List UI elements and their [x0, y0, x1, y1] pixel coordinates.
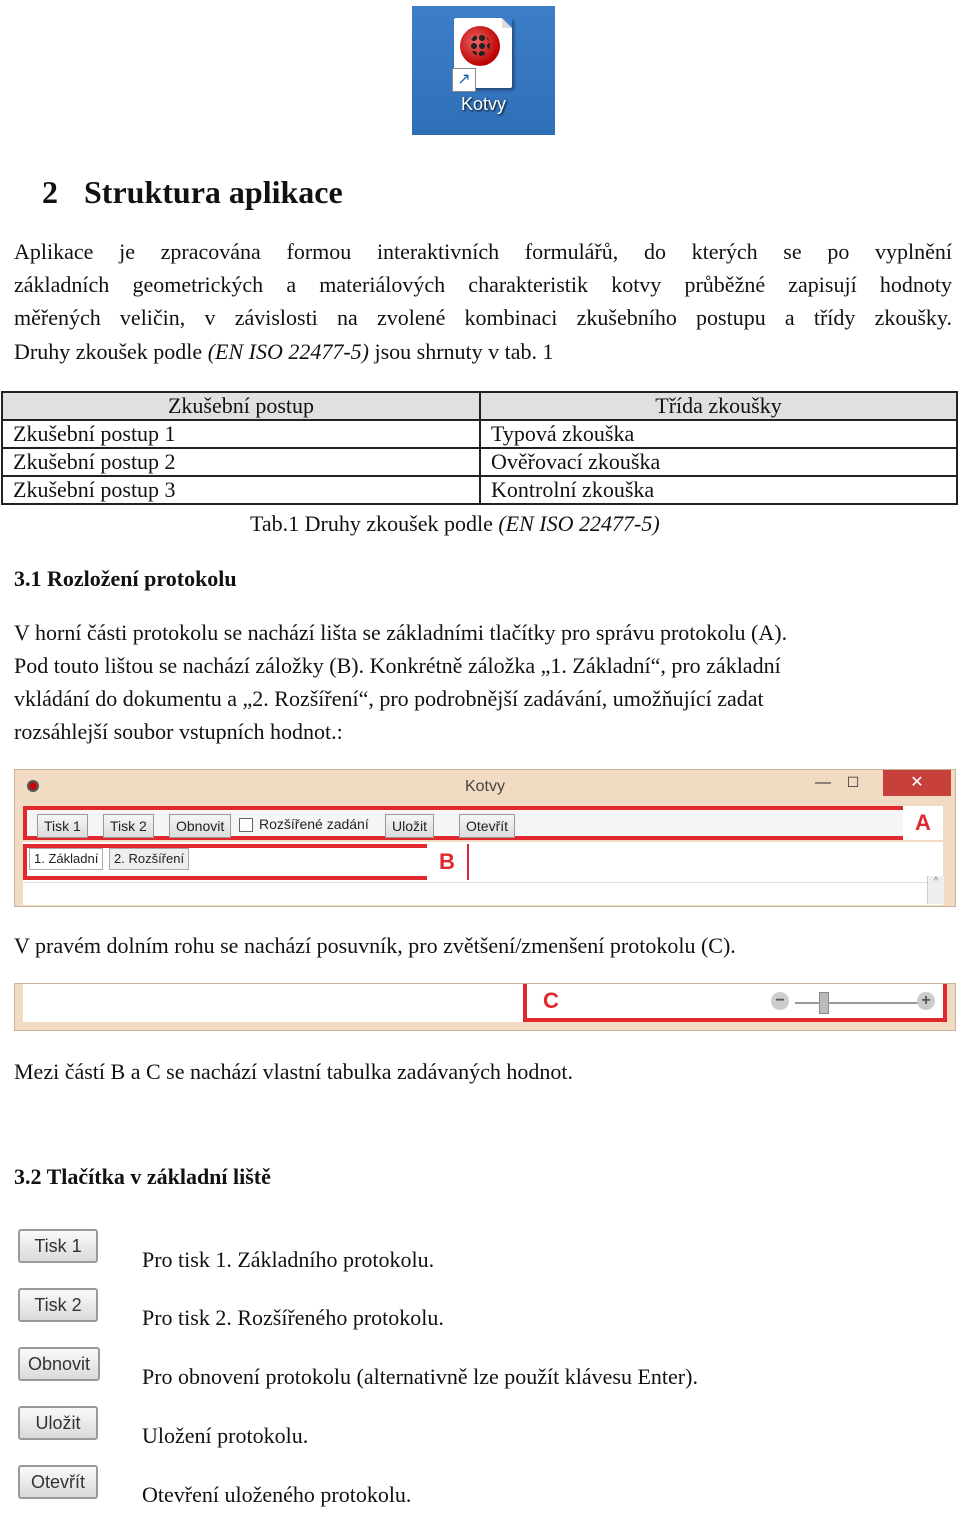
between-text: Mezi částí B a C se nachází vlastní tabulka zadávaných hodnot.	[14, 1059, 573, 1084]
table-row	[2, 476, 957, 504]
table-cell: Ověřovací zkouška	[480, 448, 957, 476]
table-header-cell: Zkušební postup	[2, 392, 480, 420]
checkbox-box[interactable]	[239, 818, 253, 832]
ulozit-description: Uložení protokolu.	[142, 1423, 309, 1448]
main-toolbar	[23, 806, 943, 840]
subsection-title-32: 3.2 Tlačítka v základní liště	[14, 1164, 271, 1189]
table-header-cell: Třída zkoušky	[480, 392, 957, 420]
scrollbar[interactable]: ^	[927, 876, 944, 904]
intro-line-1: Aplikace je zpracována formou interaktivních formulářů, do kterých se po vyplnění	[14, 239, 952, 264]
layout-line-4: rozsáhlejší soubor vstupních hodnot.:	[14, 719, 343, 744]
standard-reference: (EN ISO 22477-5)	[207, 339, 369, 364]
intro-line-4-prefix: Druhy zkoušek podle	[14, 339, 208, 364]
marker-b: B	[427, 844, 467, 880]
caption-standard: (EN ISO 22477-5)	[498, 511, 660, 536]
seal-icon	[460, 26, 500, 66]
zoom-slider-track[interactable]	[795, 1002, 925, 1004]
zoom-slider-thumb[interactable]	[819, 992, 829, 1014]
intro-line-3: měřených veličin, v závislosti na zvolené kombinaci zkušebního postupu a třídy zkoušky.	[14, 305, 952, 330]
table-cell: Kontrolní zkouška	[480, 476, 957, 504]
marker-a: A	[903, 806, 943, 840]
zoom-strip-screenshot	[14, 983, 956, 1031]
app-icon-label: Kotvy	[460, 94, 507, 114]
intro-line-4-suffix: jsou shrnuty v tab. 1	[369, 339, 554, 364]
minimize-button[interactable]: —	[815, 774, 831, 791]
tisk2-button[interactable]: Tisk 2	[103, 814, 154, 838]
layout-line-2: Pod touto lištou se nachází záložky (B). Konkrétně záložka „1. Základní“, pro základní	[14, 653, 781, 678]
section-title: Struktura aplikace	[84, 174, 343, 210]
maximize-button[interactable]: ☐	[846, 774, 860, 790]
marker-c: C	[533, 986, 569, 1016]
tisk1-button[interactable]: Tisk 1	[18, 1229, 98, 1263]
otevrit-description: Otevření uloženého protokolu.	[142, 1482, 412, 1507]
tab-rozsireni[interactable]: 2. Rozšíření	[109, 848, 189, 870]
table-cell: Zkušební postup 1	[2, 420, 480, 448]
window-title: Kotvy	[464, 778, 505, 795]
tisk2-description: Pro tisk 2. Rozšířeného protokolu.	[142, 1305, 444, 1330]
tisk1-description: Pro tisk 1. Základního protokolu.	[142, 1247, 435, 1272]
tab-strip	[23, 842, 943, 882]
table-row	[2, 448, 957, 476]
table-caption	[250, 511, 660, 537]
app-icon-kotvy[interactable]	[412, 6, 555, 135]
tisk2-button[interactable]: Tisk 2	[18, 1288, 98, 1322]
zoom-in-icon[interactable]: +	[917, 992, 935, 1010]
caption-prefix: Tab.1 Druhy zkoušek podle	[250, 511, 499, 536]
rozsirene-zadani-checkbox[interactable]	[239, 816, 369, 832]
close-button[interactable]: ✕	[883, 770, 951, 796]
obnovit-button[interactable]: Obnovit	[18, 1347, 100, 1381]
app-window-screenshot	[14, 769, 956, 907]
zoom-out-icon[interactable]: −	[771, 992, 789, 1010]
layout-line-1: V horní části protokolu se nachází lišta se základními tlačítky pro správu protokolu (A).	[14, 620, 788, 645]
table-header-row	[2, 392, 957, 420]
tisk1-button[interactable]: Tisk 1	[37, 814, 88, 838]
section-heading	[42, 174, 343, 211]
test-types-table	[1, 391, 958, 505]
otevrit-button[interactable]: Otevřít	[18, 1465, 98, 1499]
protocol-body	[23, 882, 943, 905]
table-cell: Zkušební postup 2	[2, 448, 480, 476]
ulozit-button[interactable]: Uložit	[385, 814, 434, 838]
table-row	[2, 420, 957, 448]
obnovit-description: Pro obnovení protokolu (alternativně lze použít klávesu Enter).	[142, 1364, 698, 1389]
shortcut-arrow-icon: ↗	[452, 68, 476, 92]
intro-line-2: základních geometrických a materiálových charakteristik kotvy průběžné zapisují hodnoty	[14, 272, 952, 297]
checkbox-label: Rozšířené zadání	[259, 816, 369, 832]
layout-line-3: vkládání do dokumentu a „2. Rozšíření“, pro podrobnější zadávání, umožňující zadat	[14, 686, 764, 711]
intro-line-4	[14, 335, 554, 368]
ulozit-button[interactable]: Uložit	[18, 1406, 98, 1440]
tab-zakladni[interactable]: 1. Základní	[29, 848, 103, 870]
subsection-title-31: 3.1 Rozložení protokolu	[14, 566, 237, 591]
otevrit-button[interactable]: Otevřít	[459, 814, 515, 838]
table-cell: Zkušební postup 3	[2, 476, 480, 504]
table-cell: Typová zkouška	[480, 420, 957, 448]
zoom-text: V pravém dolním rohu se nachází posuvník, pro zvětšení/zmenšení protokolu (C).	[14, 933, 736, 958]
obnovit-button[interactable]: Obnovit	[169, 814, 231, 838]
section-number: 2	[42, 174, 58, 210]
